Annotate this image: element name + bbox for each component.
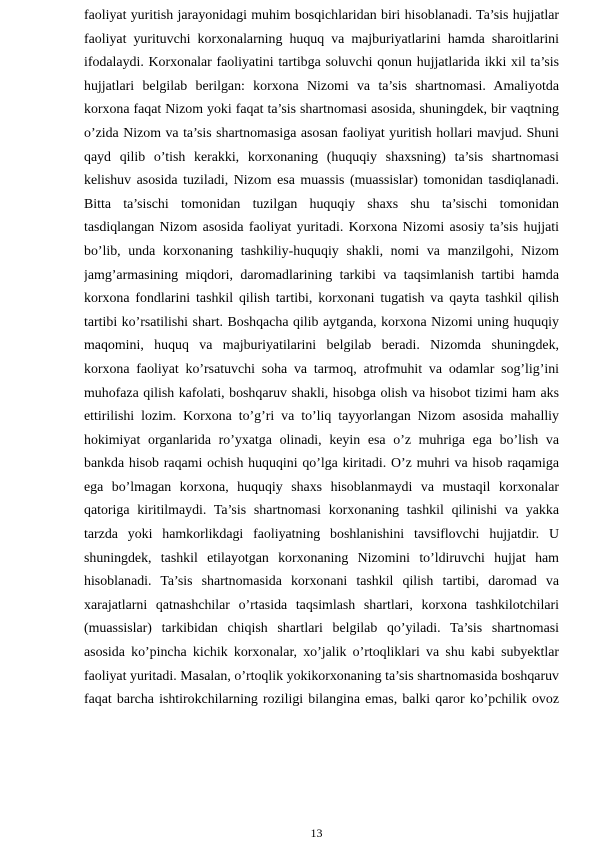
text-line: faoliyat yuritadi. Masalan, o’rtoqlik yokikorxonaning ta’sis shartnomasida boshqaruv (84, 668, 559, 684)
text-line: bankda hisob raqami ochish huquqini qo’lga kiritadi. O’z muhri va hisob raqamiga (84, 456, 559, 472)
text-line: hisoblanadi. Ta’sis shartnomasida korxonani tashkil qilish tartibi, daromad va (84, 574, 559, 590)
text-line: (muassislar) tarkibidan chiqish shartlari belgilab qo’yiladi. Ta’sis shartnomasi (84, 621, 559, 637)
text-line: qayd qilib o’tish kerakki, korxonaning (huquqiy shaxsning) ta’sis shartnomasi (84, 149, 559, 165)
text-line: faqat barcha ishtirokchilarning roziligi bilangina emas, balki qaror ko’pchilik ovoz (84, 692, 559, 708)
text-line: hokimiyat organlarida ro’yxatga olinadi, keyin esa o’z muhriga ega bo’lish va (84, 432, 559, 448)
page-number: 13 (310, 826, 323, 840)
text-line: bo’lib, unda korxonaning tashkiliy-huquqiy shakli, nomi va manzilgohi, Nizom (84, 243, 559, 259)
text-line: korxona faoliyat ko’rsatuvchi soha va tarmoq, atrofmuhit va odamlar sog’lig’ini (84, 361, 559, 377)
text-line: tarzda yoki hamkorlikdagi faoliyatning boshlanishini tavsiflovchi hujjatdir. U (84, 527, 559, 543)
text-line: o’zida Nizom va ta’sis shartnomasiga asosan faoliyat yuritish hollari mavjud. Shuni (84, 125, 559, 141)
text-line: qatoriga kiritilmaydi. Ta’sis shartnomasi korxonaning tashkil qilinishi va yakka (84, 503, 559, 519)
text-line: ifodalaydi. Korxonalar faoliyatini tartibga soluvchi qonun hujjatlarida ikki xil ta’sis (84, 55, 559, 71)
text-line: korxona faqat Nizom yoki faqat ta’sis shartnomasi asosida, shuningdek, bir vaqtning (84, 102, 559, 118)
body-text (84, 4, 559, 712)
text-line: shuningdek, tashkil etilayotgan korxonaning Nizomini to’ldiruvchi hujjat ham (84, 550, 559, 566)
text-line: jamg’armasining miqdori, daromadlarining tarkibi va taqsimlanish tartibi hamda (84, 267, 559, 283)
text-line: asosida ko’pincha kichik korxonalar, xo’jalik o’rtoqliklari va shu kabi subyektlar (84, 645, 559, 661)
text-line: korxona fondlarini tashkil qilish tartibi, korxonani tugatish va qayta tashkil qilish (84, 291, 559, 307)
text-line: Bitta ta’sischi tomonidan tuzilgan huquqiy shaxs shu ta’sischi tomonidan (84, 196, 559, 212)
text-line: ettirilishi lozim. Korxona to’g’ri va to’liq tayyorlangan Nizom asosida mahalliy (84, 409, 559, 425)
text-line: ega bo’lmagan korxona, huquqiy shaxs hisoblanmaydi va mustaqil korxonalar (84, 479, 559, 495)
text-line: tartibi ko’rsatilishi shart. Boshqacha qilib aytganda, korxona Nizomi uning huquqiy (84, 314, 559, 330)
text-line: maqomini, huquq va majburiyatilarini belgilab beradi. Nizomda shuningdek, (84, 338, 559, 354)
text-line: faoliyat yurituvchi korxonalarning huquq va majburiyatlarini hamda sharoitlarini (84, 31, 559, 47)
text-line: muhofaza qilish kafolati, boshqaruv shakli, hisobga olish va hisobot tizimi ham aks (84, 385, 559, 401)
text-line: hujjatlari belgilab berilgan: korxona Nizomi va ta’sis shartnomasi. Amaliyotda (84, 78, 559, 94)
text-line: faoliyat yuritish jarayonidagi muhim bosqichlaridan biri hisoblanadi. Ta’sis hujjatlar (84, 8, 559, 23)
text-line: xarajatlarni qatnashchilar o’rtasida taqsimlash shartlari, korxona tashkilotchilari (84, 597, 559, 613)
text-line: kelishuv asosida tuziladi, Nizom esa muassis (muassislar) tomonidan tasdiqlanadi. (84, 173, 559, 189)
text-line: tasdiqlangan Nizom asosida faoliyat yuritadi. Korxona Nizomi asosiy ta’sis hujjati (84, 220, 559, 236)
